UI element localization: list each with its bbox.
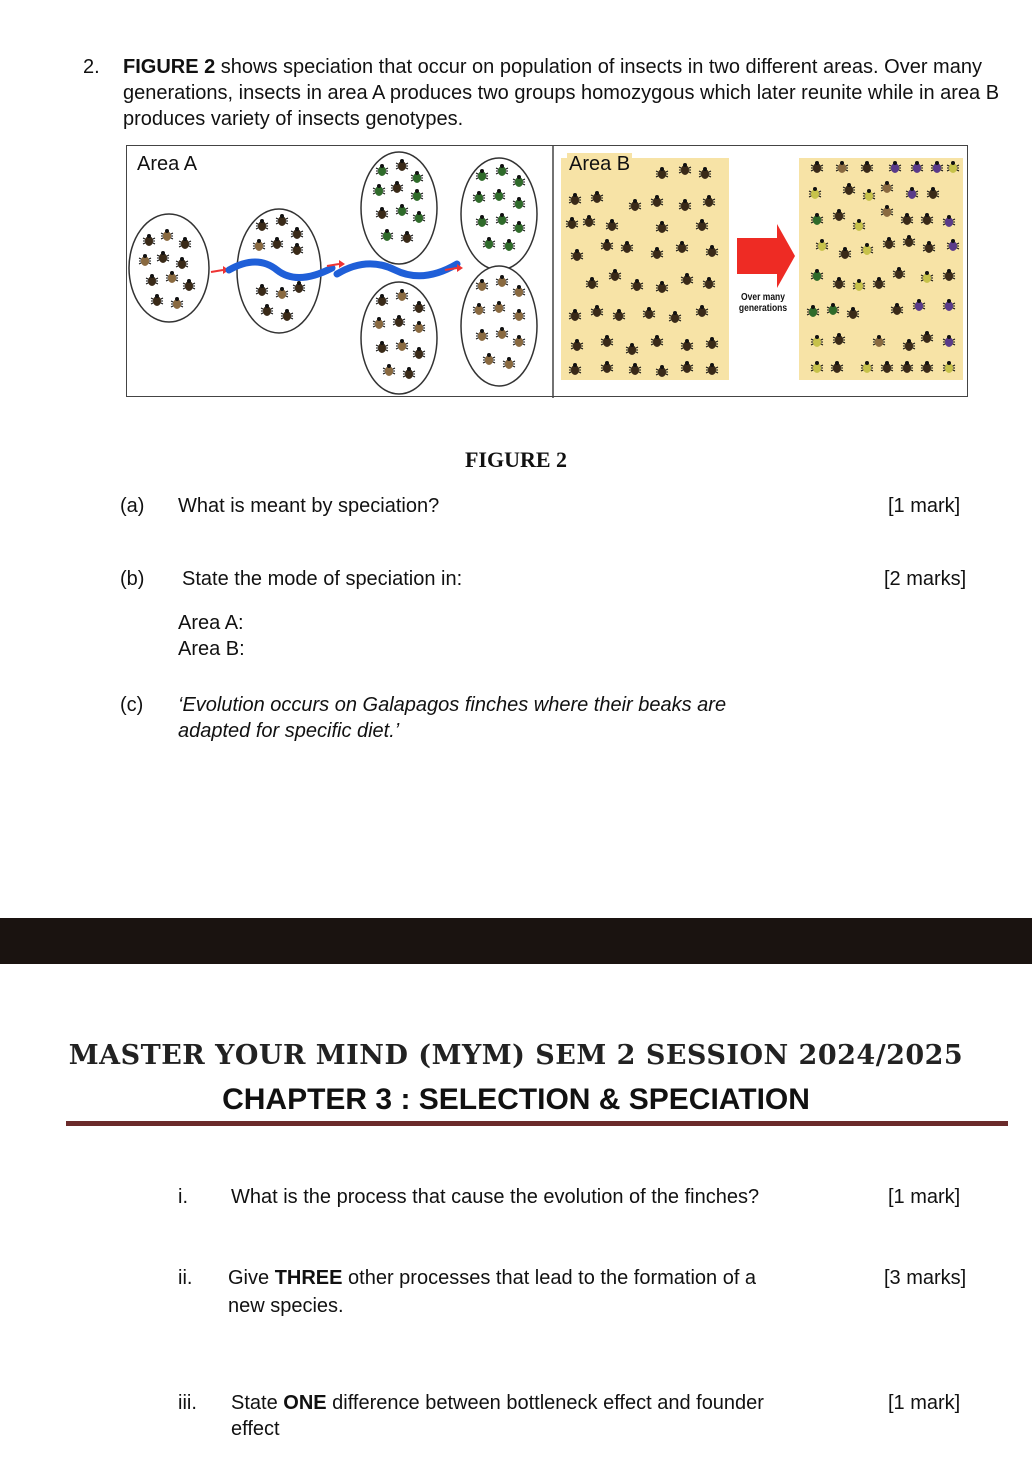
arrow-icon bbox=[211, 270, 223, 272]
part-b-area-a: Area A: bbox=[178, 612, 244, 634]
chapter-title: CHAPTER 3 : SELECTION & SPECIATION bbox=[222, 1083, 810, 1116]
part-a-label: (a) bbox=[120, 495, 145, 517]
subpart-iii-marks: [1 mark] bbox=[888, 1392, 961, 1414]
part-b-marks: [2 marks] bbox=[884, 568, 967, 590]
sand-habitat-before bbox=[561, 158, 729, 380]
subpart-iii-text-line2: effect bbox=[231, 1418, 280, 1440]
question-text-rest: shows speciation that occur on population of insects in two different areas. Over many generations, insects in area A produces two groups homozygous which later reunite while in area B produces variety of insects genotypes. bbox=[123, 56, 1000, 130]
subpart-iii-bold: ONE bbox=[283, 1392, 327, 1414]
part-b-label: (b) bbox=[120, 568, 145, 590]
subpart-ii-pre: Give bbox=[228, 1267, 275, 1289]
arrow-label-line1: Over many bbox=[741, 292, 785, 303]
subpart-iii-label: iii. bbox=[178, 1392, 197, 1414]
page-divider-band bbox=[0, 918, 1032, 964]
population-oval bbox=[129, 214, 209, 322]
part-a-marks bbox=[888, 493, 960, 519]
subpart-ii-bold: THREE bbox=[274, 1267, 343, 1289]
subpart-i-marks: [1 mark] bbox=[888, 1186, 961, 1208]
subpart-iii-pre: State bbox=[231, 1392, 284, 1414]
arrow-label bbox=[736, 292, 790, 314]
subpart-ii-text bbox=[228, 1265, 756, 1291]
part-b-question: State the mode of speciation in: bbox=[182, 568, 463, 590]
arrow-icon bbox=[737, 224, 795, 288]
part-c-label: (c) bbox=[120, 694, 144, 716]
part-b-area-b: Area B: bbox=[178, 638, 245, 660]
part-c-quote-line1: ‘Evolution occurs on Galapagos finches where their beaks are bbox=[178, 694, 727, 716]
arrow-label-line2: generations bbox=[738, 303, 788, 314]
river-barrier bbox=[337, 264, 457, 276]
figure-reference: FIGURE 2 bbox=[123, 56, 216, 78]
part-a-question: What is meant by speciation? bbox=[178, 495, 440, 517]
subpart-iii-post: difference between bottleneck effect and founder bbox=[326, 1392, 764, 1414]
subpart-i-label: i. bbox=[178, 1186, 188, 1208]
title-underline bbox=[66, 1121, 1008, 1126]
figure-2 bbox=[126, 145, 968, 397]
arrow-icon bbox=[327, 264, 339, 266]
subpart-iii-text bbox=[231, 1390, 764, 1416]
figure-2-illustration bbox=[127, 146, 969, 398]
area-b-label: Area B bbox=[569, 153, 631, 175]
subpart-i-text: What is the process that cause the evolution of the finches? bbox=[231, 1186, 760, 1208]
part-a-marks-text: [1 mark] bbox=[888, 495, 961, 517]
subpart-ii-text-line2: new species. bbox=[228, 1295, 344, 1317]
question-number: 2. bbox=[83, 56, 100, 78]
question-text bbox=[123, 54, 1003, 132]
population-oval-top bbox=[461, 158, 537, 270]
area-b-diagram bbox=[561, 158, 963, 380]
area-a-diagram bbox=[129, 152, 537, 394]
subpart-ii-post: other processes that lead to the formation of a bbox=[342, 1267, 757, 1289]
subpart-ii-label: ii. bbox=[178, 1267, 193, 1289]
series-title: MASTER YOUR MIND (MYM) SEM 2 SESSION 2024/2025 bbox=[68, 1040, 964, 1071]
part-c-quote-line2: adapted for specific diet.’ bbox=[178, 720, 400, 742]
subpart-ii-marks: [3 marks] bbox=[884, 1267, 967, 1289]
area-a-label: Area A bbox=[137, 153, 198, 175]
figure-caption: FIGURE 2 bbox=[464, 447, 568, 472]
